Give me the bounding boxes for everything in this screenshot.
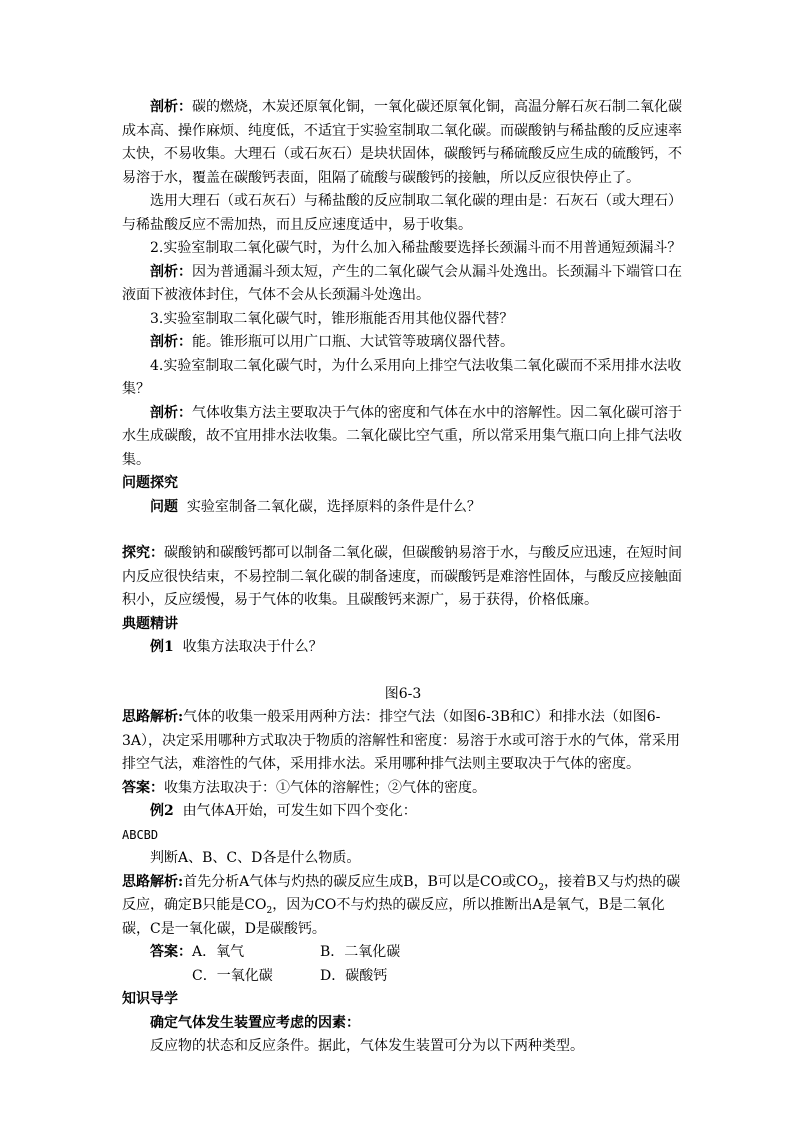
analysis-paragraph-2 xyxy=(122,261,684,308)
question-4: 4.实验室制取二氧化碳气时，为什么采用向上排空气法收集二氧化碳而不采用排水法收集？ xyxy=(122,357,682,397)
analysis-paragraph-1 xyxy=(122,96,684,190)
example-1-answer xyxy=(122,777,684,801)
explore-text: 碳酸钠和碳酸钙都可以制备二氧化碳，但碳酸钠易溶于水，与酸反应迅速，在短时间内反应很快结束，不易控制二氧化碳的制备速度，而碳酸钙是难溶性固体，与酸反应接触面积小，反应缓慢，易于气体的收集。且碳酸钙来源广，易于获得，价格低廉。 xyxy=(122,545,682,608)
example-label: 例2 xyxy=(150,803,174,819)
answer-c: C．一氧化碳 xyxy=(192,967,273,984)
analysis-label: 思路解析: xyxy=(122,709,184,725)
answer-d: D．碳酸钙 xyxy=(320,967,388,984)
example-2-analysis xyxy=(122,871,684,942)
analysis-label: 剖析： xyxy=(150,334,192,350)
explore-paragraph xyxy=(122,542,684,613)
answer-row-2 xyxy=(122,965,684,989)
example-text: 由气体A开始，可发生如下四个变化： xyxy=(182,803,417,819)
analysis-text-1: 首先分析A气体与灼热的碳反应生成B，B可以是CO或CO xyxy=(183,873,539,890)
answer-col xyxy=(150,941,320,965)
analysis-text: 因为普通漏斗颈太短，产生的二氧化碳气会从漏斗处逸出。长颈漏斗下端管口在液面下被液体封住，气体不会从长颈漏斗处逸出。 xyxy=(122,263,682,303)
question-label: 问题 xyxy=(150,498,178,515)
answer-row-1 xyxy=(122,941,684,965)
example-1 xyxy=(122,636,684,660)
subscript: 2 xyxy=(266,905,273,916)
guide-text: 反应物的状态和反应条件。据此，气体发生装置可分为以下两种类型。 xyxy=(150,1038,584,1054)
question-3: 3.实验室制取二氧化碳气时，锥形瓶能否用其他仪器代替？ xyxy=(150,310,514,327)
analysis-text-3: ，因为CO不与灼热的碳反应，所以推断出A是氧气，B是二氧化碳，C是一氧化碳，D是碳酸钙。 xyxy=(122,897,665,937)
answer-b: B．二氧化碳 xyxy=(320,944,401,960)
analysis-text: 气体的收集一般采用两种方法：排空气法（如图6-3B和C）和排水法（如图6-3A），决定采用哪种方式取决于物质的溶解性和密度：易溶于水或可溶于水的气体，常采用排空气法，难溶性的气体，采用排水法。采用哪种排气法则主要取决于气体的密度。 xyxy=(122,709,681,772)
spacer xyxy=(122,660,684,683)
answer-label: 答案： xyxy=(150,944,192,960)
question-text: 实验室制备二氧化碳，选择原料的条件是什么？ xyxy=(186,498,481,515)
section-heading-guide: 知识导学 xyxy=(122,991,178,1007)
reaction-chain: ABCBD xyxy=(122,827,159,842)
explore-question xyxy=(122,496,684,520)
guide-title: 确定气体发生装置应考虑的因素： xyxy=(150,1014,360,1031)
reason-paragraph: 选用大理石（或石灰石）与稀盐酸的反应制取二氧化碳的理由是：石灰石（或大理石）与稀盐酸反应不需加热，而且反应速度适中，易于收集。 xyxy=(122,193,682,233)
example-2 xyxy=(122,800,684,824)
analysis-text: 碳的燃烧，木炭还原氧化铜，一氧化碳还原氧化铜，高温分解石灰石制二氧化碳成本高、操作麻烦、纯度低，不适宜于实验室制取二氧化碳。而碳酸钠与稀盐酸的反应速率太快，不易收集。大理石（或石灰石）是块状固体，碳酸钙与稀硫酸反应生成的硫酸钙，不易溶于水，覆盖在碳酸钙表面，阻隔了硫酸与碳酸钙的接触，所以反应很快停止了。 xyxy=(122,99,682,186)
analysis-text: 气体收集方法主要取决于气体的密度和气体在水中的溶解性。因二氧化碳可溶于水生成碳酸，故不宜用排水法收集。二氧化碳比空气重，所以常采用集气瓶口向上排气法收集。 xyxy=(122,404,682,468)
spacer xyxy=(122,519,684,542)
analysis-label: 剖析： xyxy=(150,263,192,280)
answer-text: 收集方法取决于：①气体的溶解性；②气体的密度。 xyxy=(164,779,486,796)
subscript: 2 xyxy=(538,882,544,893)
figure-caption: 图6-3 xyxy=(384,685,422,702)
example-1-analysis xyxy=(122,706,684,777)
analysis-text-2: ，接着B又与灼热的碳反应，确定B只能是CO xyxy=(122,873,681,913)
section-heading-examples: 典题精讲 xyxy=(122,615,178,632)
analysis-label: 剖析： xyxy=(150,99,192,115)
analysis-paragraph-4 xyxy=(122,402,684,473)
answer-a: A．氧气 xyxy=(192,944,245,960)
example-2-question: 判断A、B、C、D各是什么物质。 xyxy=(150,850,361,866)
answer-label: 答案： xyxy=(122,779,164,796)
explore-label: 探究： xyxy=(122,545,164,561)
example-label: 例1 xyxy=(150,639,174,655)
example-text: 收集方法取决于什么？ xyxy=(182,639,323,655)
question-2: 2.实验室制取二氧化碳气时，为什么加入稀盐酸要选择长颈漏斗而不用普通短颈漏斗？ xyxy=(150,240,682,256)
analysis-text: 能。锥形瓶可以用广口瓶、大试管等玻璃仪器代替。 xyxy=(192,334,514,350)
analysis-label: 思路解析: xyxy=(122,873,184,890)
section-heading-explore: 问题探究 xyxy=(122,475,178,491)
analysis-label: 剖析： xyxy=(150,404,192,421)
analysis-paragraph-3 xyxy=(122,331,684,355)
